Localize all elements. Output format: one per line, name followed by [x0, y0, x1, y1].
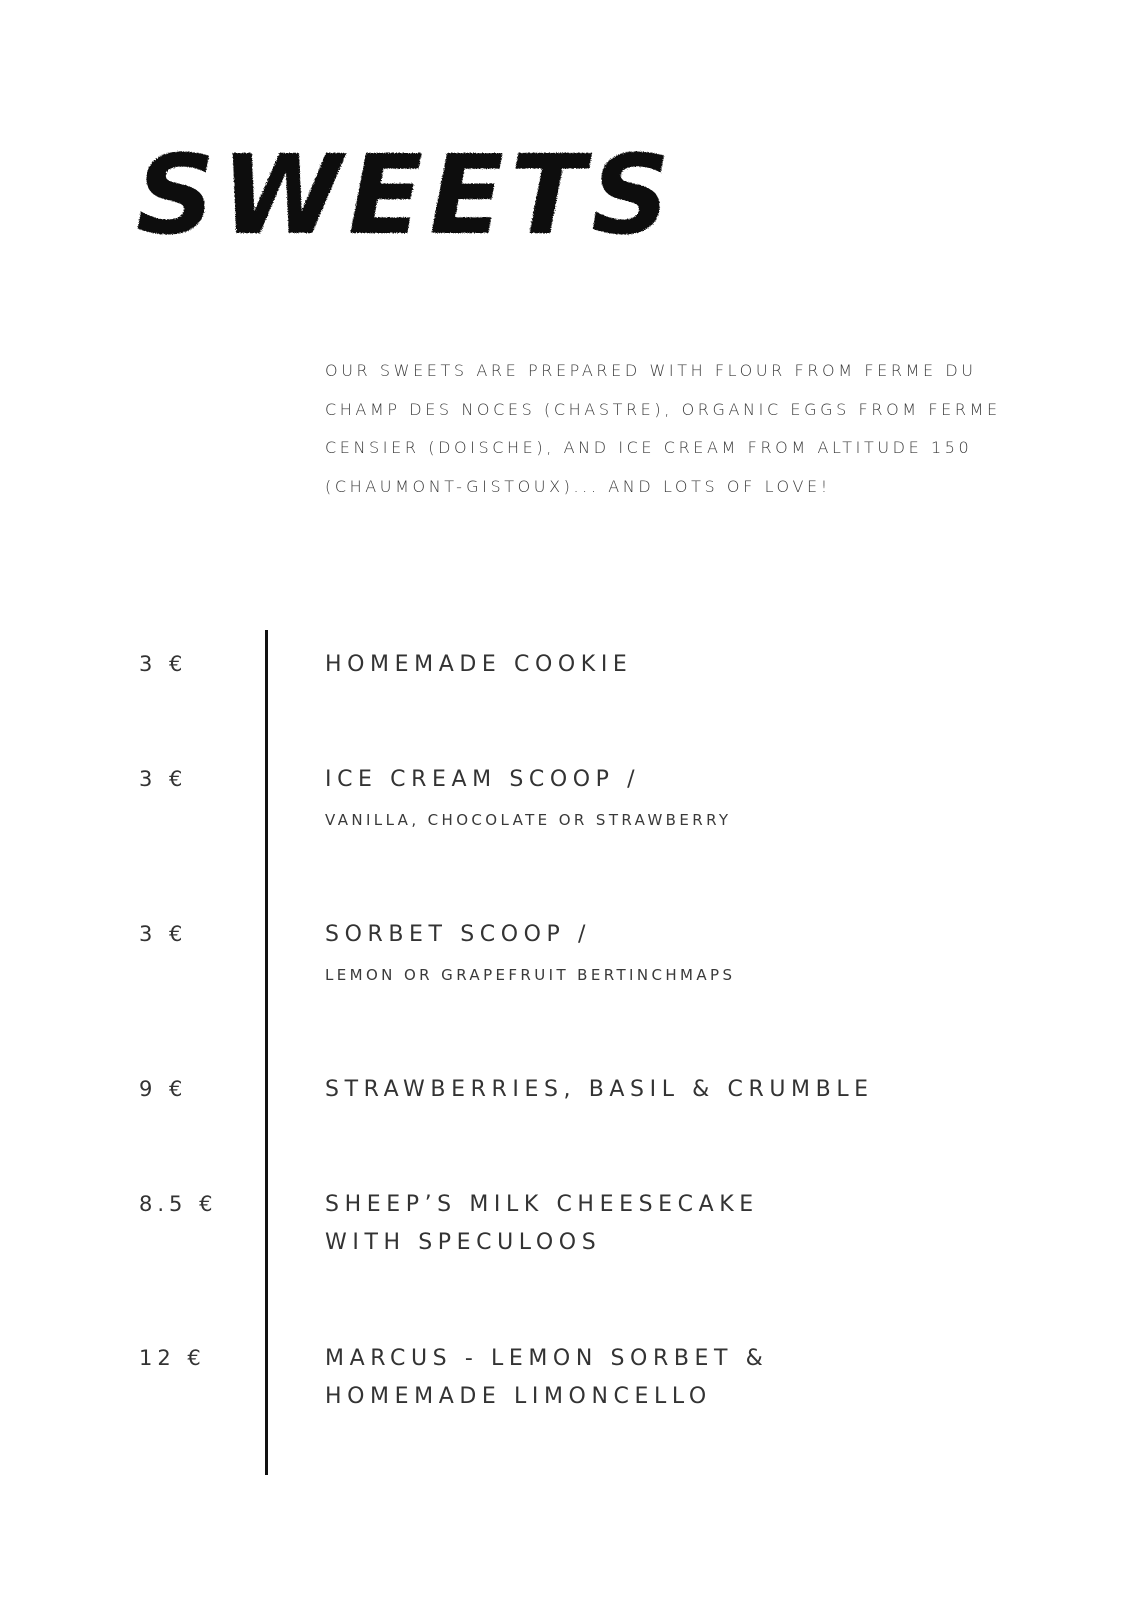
item-name [325, 1186, 1025, 1262]
item-price: 3 € [139, 652, 188, 676]
intro-text [325, 352, 1005, 506]
intro-line: OUR SWEETS ARE PREPARED WITH FLOUR FROM FERME DU [325, 361, 977, 380]
item-price: 12 € [139, 1346, 206, 1370]
item-name [325, 761, 1025, 799]
item-name-line: SORBET SCOOP / [325, 922, 592, 947]
vertical-divider [265, 630, 268, 1475]
item-price: 3 € [139, 922, 188, 946]
item-name-line: ICE CREAM SCOOP / [325, 767, 641, 792]
item-name [325, 646, 1025, 684]
menu-title-text: SWEETS [136, 135, 676, 255]
menu-title [132, 135, 692, 255]
item-name-line: STRAWBERRIES, BASIL & CRUMBLE [325, 1077, 874, 1102]
intro-line: (CHAUMONT-GISTOUX)... AND LOTS OF LOVE! [325, 476, 831, 496]
item-name [325, 916, 1025, 954]
intro-line: CENSIER (DOISCHE), AND ICE CREAM FROM ALTITUDE 150 [325, 438, 973, 457]
item-name [325, 1071, 1025, 1109]
item-name-line: HOMEMADE LIMONCELLO [325, 1384, 712, 1409]
item-price: 9 € [139, 1077, 188, 1101]
item-description: LEMON OR GRAPEFRUIT BERTINCHMAPS [325, 966, 736, 984]
item-name [325, 1340, 1025, 1416]
item-price: 3 € [139, 767, 188, 791]
item-name-line: HOMEMADE COOKIE [325, 652, 633, 677]
item-description: VANILLA, CHOCOLATE OR STRAWBERRY [325, 811, 732, 829]
item-price: 8.5 € [139, 1192, 218, 1216]
intro-line: CHAMP DES NOCES (CHASTRE), ORGANIC EGGS FROM FERME [325, 399, 1001, 419]
item-name-line: WITH SPECULOOS [325, 1230, 602, 1255]
item-name-line: MARCUS - LEMON SORBET & [325, 1346, 769, 1371]
item-name-line: SHEEP’S MILK CHEESECAKE [325, 1192, 759, 1217]
